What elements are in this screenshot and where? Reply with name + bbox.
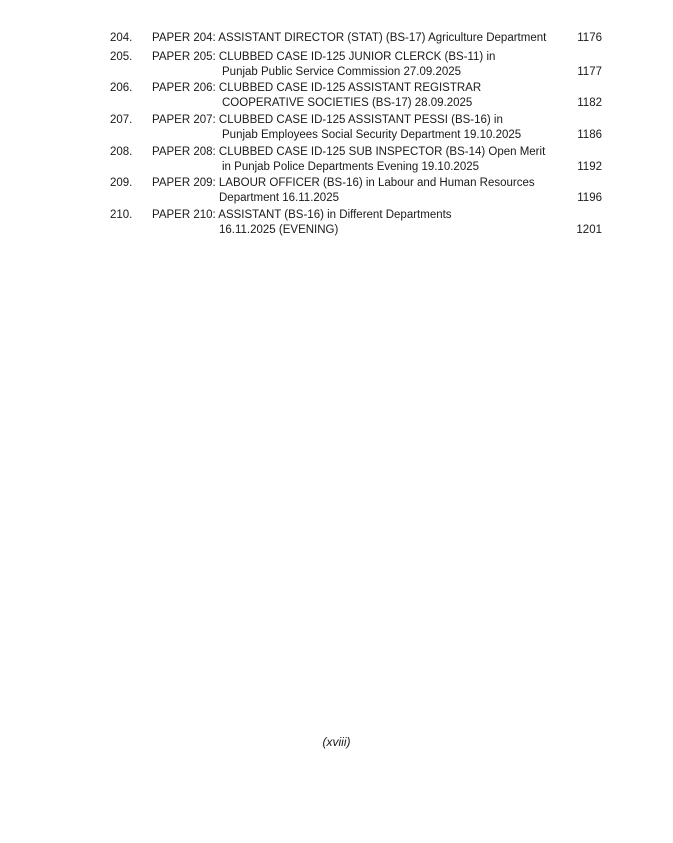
entry-number: 204. — [110, 32, 133, 44]
entry-page-number: 1196 — [577, 192, 602, 204]
entry-page-number: 1177 — [577, 66, 602, 78]
entry-title: PAPER 210: ASSISTANT (BS-16) in Different Departments — [152, 209, 452, 221]
entry-title-continued: 16.11.2025 (EVENING) — [219, 224, 339, 236]
entry-page-number: 1176 — [577, 32, 602, 44]
entry-title: PAPER 205: CLUBBED CASE ID-125 JUNIOR CLERCK (BS-11) in — [152, 51, 496, 63]
entry-page-number: 1182 — [577, 97, 602, 109]
entry-number: 207. — [110, 114, 133, 126]
entry-title-continued: Punjab Public Service Commission 27.09.2025 — [222, 66, 462, 78]
entry-page-number: 1186 — [577, 129, 602, 141]
entry-title-continued: Punjab Employees Social Security Department 19.10.2025 — [222, 129, 522, 141]
entry-title-continued: in Punjab Police Departments Evening 19.10.2025 — [222, 161, 480, 173]
entry-title: PAPER 208: CLUBBED CASE ID-125 SUB INSPECTOR (BS-14) Open Merit — [152, 146, 546, 158]
entry-page-number: 1201 — [576, 224, 602, 236]
entry-title: PAPER 207: CLUBBED CASE ID-125 ASSISTANT PESSI (BS-16) in — [152, 114, 503, 126]
entry-title: PAPER 209: LABOUR OFFICER (BS-16) in Labour and Human Resources — [152, 177, 535, 189]
entry-title: PAPER 204: ASSISTANT DIRECTOR (STAT) (BS-17) Agriculture Department — [152, 32, 547, 44]
entry-number: 209. — [110, 177, 133, 189]
entry-title-continued: COOPERATIVE SOCIETIES (BS-17) 28.09.2025 — [222, 97, 473, 109]
entry-number: 208. — [110, 146, 133, 158]
page-footer-number: (xviii) — [322, 735, 351, 749]
entry-number: 205. — [110, 51, 133, 63]
entry-title-continued: Department 16.11.2025 — [219, 192, 339, 204]
entry-number: 206. — [110, 82, 133, 94]
entry-title: PAPER 206: CLUBBED CASE ID-125 ASSISTANT REGISTRAR — [152, 82, 482, 94]
entry-page-number: 1192 — [577, 161, 602, 173]
entry-number: 210. — [110, 209, 133, 221]
